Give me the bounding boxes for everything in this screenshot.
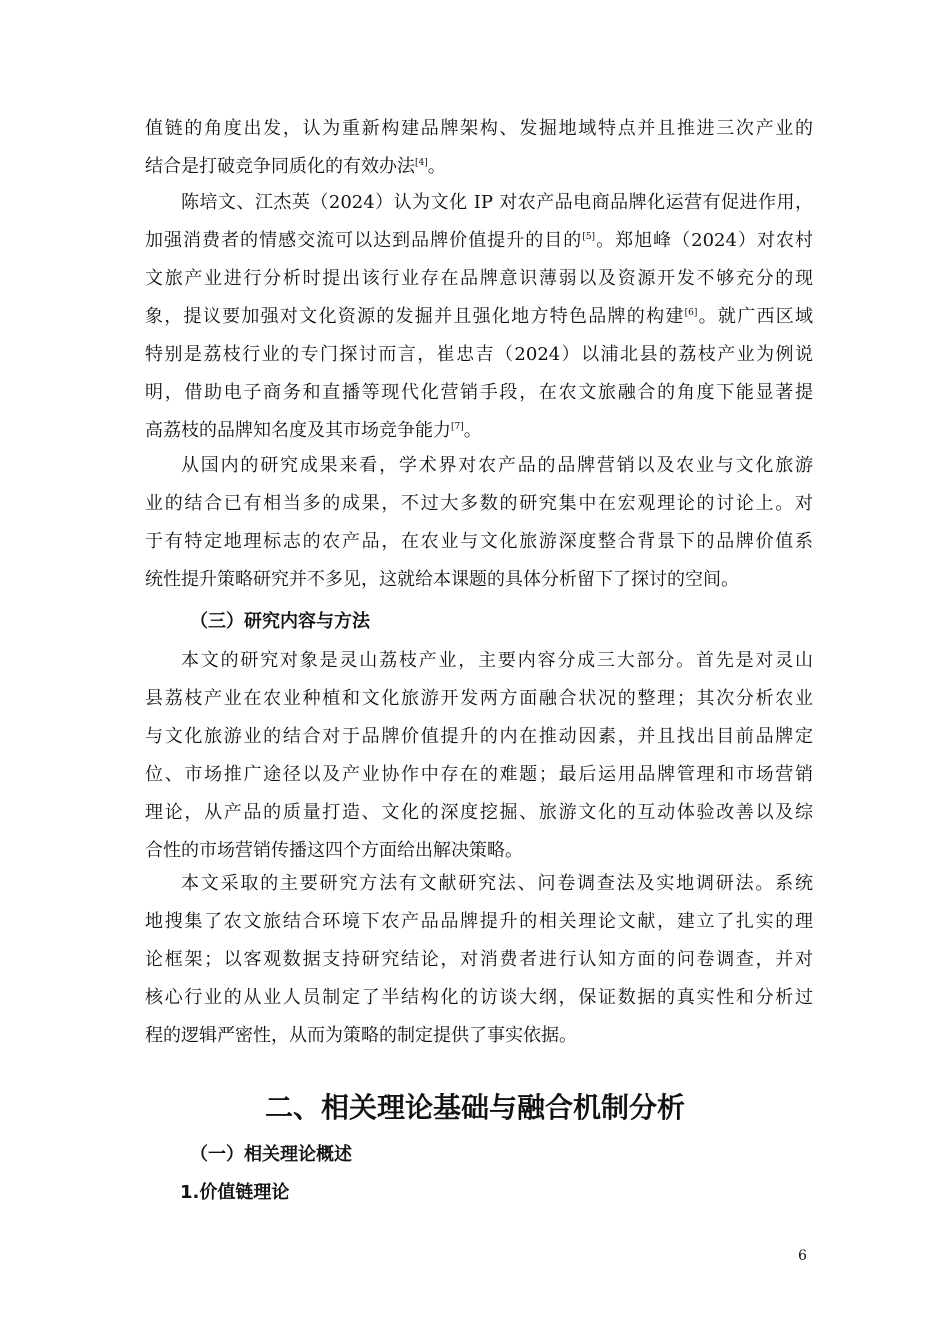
- text-line: 县荔枝产业在农业种植和文化旅游开发两方面融合状况的整理；其次分析农业: [145, 688, 813, 709]
- text-line: 从国内的研究成果来看，学术界对农产品的品牌营销以及农业与文化旅游: [181, 455, 813, 476]
- text-line: 理论，从产品的质量打造、文化的深度挖掘、旅游文化的互动体验改善以及综: [145, 802, 813, 823]
- citation-ref: [5]: [582, 232, 596, 242]
- text-line: 论框架；以客观数据支持研究结论，对消费者进行认知方面的问卷调查，并对: [145, 949, 813, 970]
- paragraph-literature-review: [145, 184, 813, 450]
- page-number: 6: [798, 1248, 807, 1264]
- text-line: 加强消费者的情感交流可以达到品牌价值提升的目的[5]。郑旭峰（2024）对农村: [145, 230, 814, 251]
- text-line: 程的逻辑严密性，从而为策略的制定提供了事实依据。: [145, 1025, 577, 1046]
- text-line: 与文化旅游业的结合对于品牌价值提升的内在推动因素，并且找出目前品牌定: [145, 726, 813, 747]
- text-line: 统性提升策略研究并不多见，这就给本课题的具体分析留下了探讨的空间。: [145, 569, 739, 590]
- paragraph-intro-tail: [145, 110, 813, 186]
- citation-ref: [4]: [415, 158, 428, 168]
- text-line: 于有特定地理标志的农产品，在农业与文化旅游深度整合背景下的品牌价值系: [145, 531, 813, 552]
- subsection-heading-value-chain: 1.价值链理论: [180, 1182, 290, 1203]
- text-line: 象，提议要加强对文化资源的发掘并且强化地方特色品牌的构建[6]。就广西区域: [145, 306, 814, 327]
- text-line: 明，借助电子商务和直播等现代化营销手段，在农文旅融合的角度下能显著提: [145, 382, 813, 403]
- text-line: 高荔枝的品牌知名度及其市场竞争能力[7]。: [145, 420, 482, 441]
- chapter-title: 二、相关理论基础与融合机制分析: [264, 1091, 685, 1124]
- text-line: 地搜集了农文旅结合环境下农产品品牌提升的相关理论文献，建立了扎实的理: [145, 911, 813, 932]
- text-line: 合性的市场营销传播这四个方面给出解决策略。: [145, 840, 523, 861]
- text-line: 业的结合已有相当多的成果，不过大多数的研究集中在宏观理论的讨论上。对: [145, 493, 813, 514]
- text-line: 核心行业的从业人员制定了半结构化的访谈大纲，保证数据的真实性和分析过: [145, 987, 813, 1008]
- text-line: 本文采取的主要研究方法有文献研究法、问卷调查法及实地调研法。系统: [181, 873, 813, 894]
- paragraph-research-content: [145, 642, 813, 870]
- text-line: 本文的研究对象是灵山荔枝产业，主要内容分成三大部分。首先是对灵山: [181, 650, 813, 671]
- text-line: 文旅产业进行分析时提出该行业存在品牌意识薄弱以及资源开发不够充分的现: [145, 268, 813, 289]
- text-line: 位、市场推广途径以及产业协作中存在的难题；最后运用品牌管理和市场营销: [145, 764, 813, 785]
- text-line: 特别是荔枝行业的专门探讨而言，崔忠吉（2024）以浦北县的荔枝产业为例说: [145, 344, 813, 365]
- text-line: 结合是打破竞争同质化的有效办法[4]。: [145, 156, 446, 177]
- text-line: 值链的角度出发，认为重新构建品牌架构、发掘地域特点并且推进三次产业的: [145, 118, 813, 139]
- citation-ref: [7]: [451, 422, 464, 432]
- paragraph-research-methods: [145, 865, 813, 1055]
- text-line: 陈培文、江杰英（2024）认为文化 IP 对农产品电商品牌化运营有促进作用，: [181, 192, 813, 213]
- section-heading-theory-overview: （一）相关理论概述: [190, 1144, 352, 1165]
- paragraph-domestic-research: [145, 447, 813, 599]
- citation-ref: [6]: [684, 308, 698, 318]
- section-heading-research-content: （三）研究内容与方法: [190, 611, 370, 632]
